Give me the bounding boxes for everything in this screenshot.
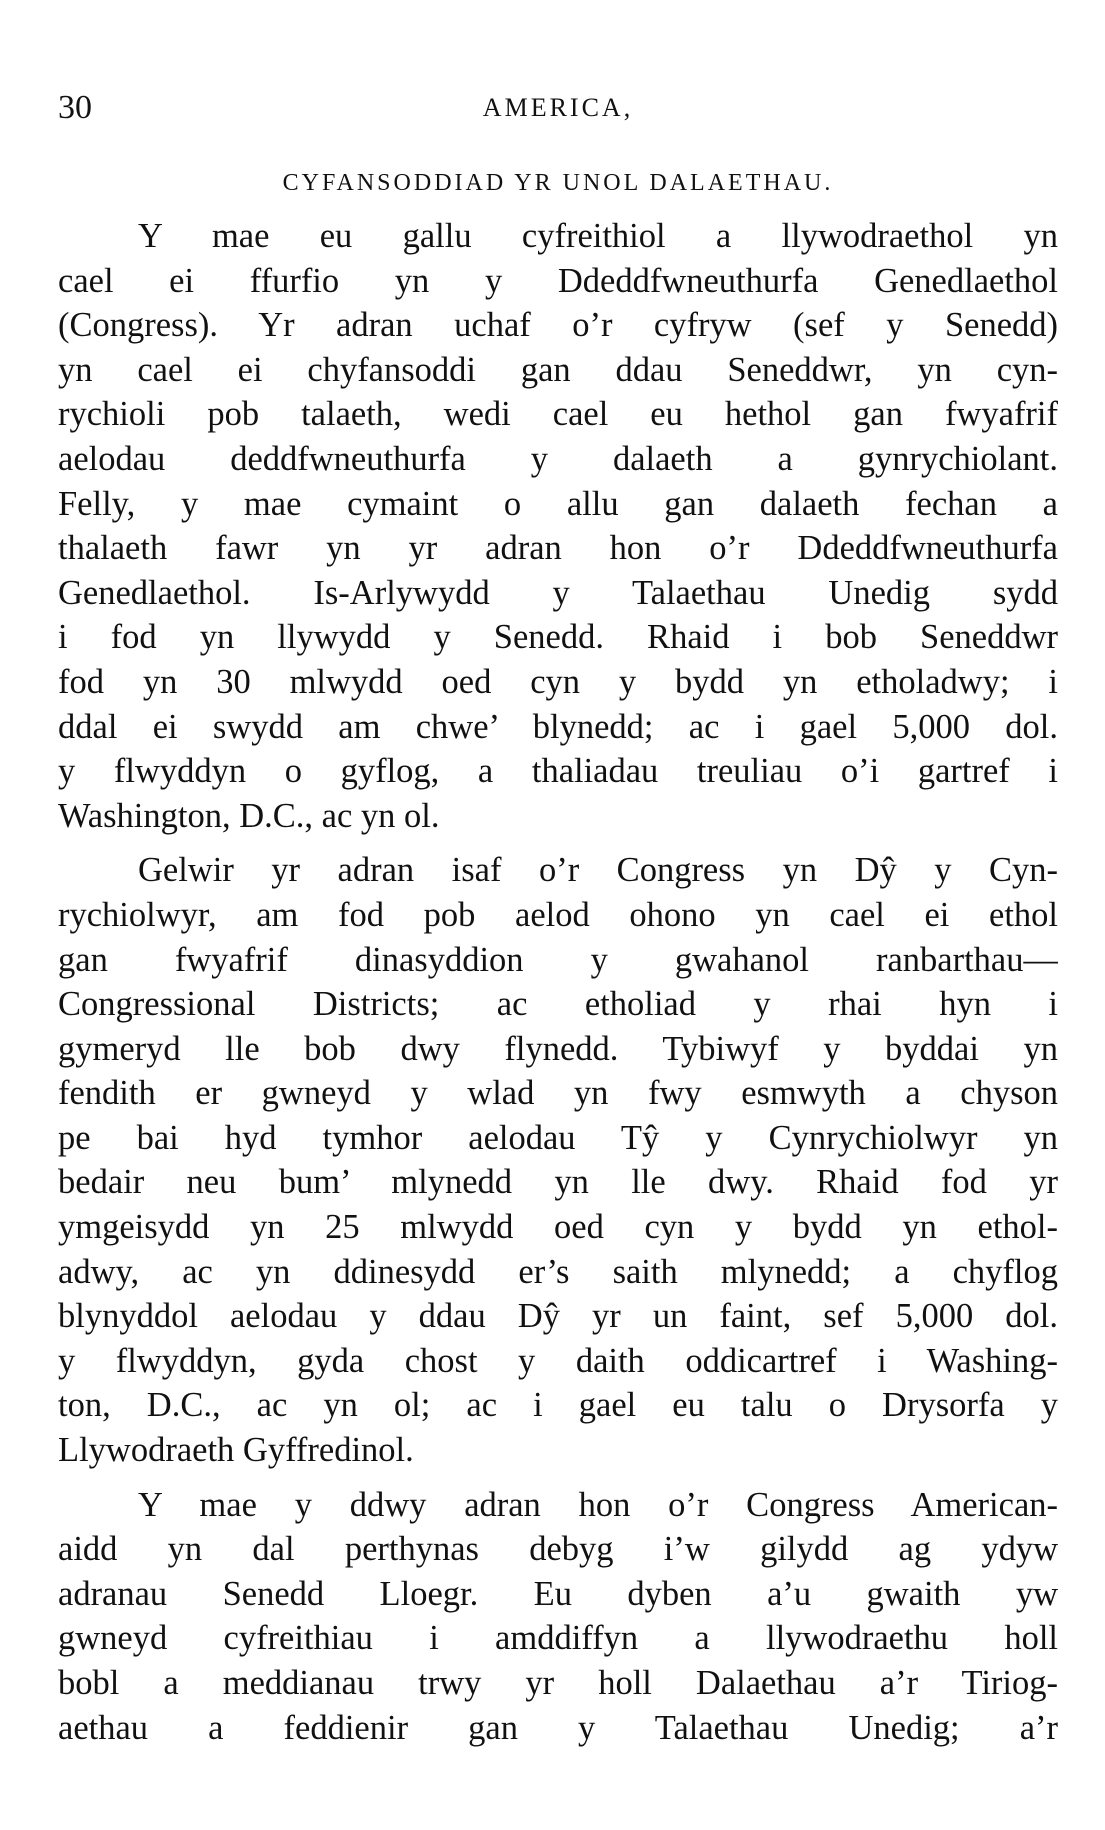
text-line: Y mae y ddwy adran hon o’r Congress American- <box>138 1485 1058 1524</box>
text-line: adranau Senedd Lloegr. Eu dyben a’u gwaith yw <box>58 1574 1058 1613</box>
text-line: pe bai hyd tymhor aelodau Tŷ y Cynrychiolwyr yn <box>58 1118 1058 1157</box>
text-line: fendith er gwneyd y wlad yn fwy esmwyth a chyson <box>58 1074 1058 1113</box>
text-line: gymeryd lle bob dwy flynedd. Tybiwyf y byddai yn <box>58 1029 1058 1068</box>
running-title: AMERICA, <box>482 93 634 122</box>
text-line: ddal ei swydd am chwe’ blynedd; ac i gael 5,000 dol. <box>58 707 1058 746</box>
running-head <box>58 88 1058 128</box>
text-line: Washington, D.C., ac yn ol. <box>58 796 440 835</box>
text-line: fod yn 30 mlwydd oed cyn y bydd yn etholadwy; i <box>58 662 1058 701</box>
text-line: gan fwyafrif dinasyddion y gwahanol ranbarthau— <box>58 940 1058 979</box>
text-line: bobl a meddianau trwy yr holl Dalaethau a’r Tiriog- <box>58 1664 1058 1702</box>
text-line: cael ei ffurfio yn y Ddeddfwneuthurfa Genedlaethol <box>58 261 1058 300</box>
text-line: blynyddol aelodau y ddau Dŷ yr un faint, sef 5,000 dol. <box>58 1297 1058 1336</box>
text-line: (Congress). Yr adran uchaf o’r cyfryw (sef y Senedd) <box>58 306 1058 345</box>
text-line: ymgeisydd yn 25 mlwydd oed cyn y bydd yn ethol- <box>58 1208 1058 1247</box>
text-line: yn cael ei chyfansoddi gan ddau Seneddwr, yn cyn- <box>58 350 1058 389</box>
text-line: aelodau deddfwneuthurfa y dalaeth a gynrychiolant. <box>58 439 1058 478</box>
book-page <box>58 0 1058 1830</box>
page-number: 30 <box>58 89 92 126</box>
text-line: rychiolwyr, am fod pob aelod ohono yn cael ei ethol <box>58 895 1058 934</box>
text-line: gwneyd cyfreithiau i amddiffyn a llywodraethu holl <box>58 1619 1058 1658</box>
text-line: Llywodraeth Gyffredinol. <box>58 1431 414 1470</box>
text-line: ton, D.C., ac yn ol; ac i gael eu talu o Drysorfa y <box>58 1386 1058 1425</box>
text-line: i fod yn llywydd y Senedd. Rhaid i bob Seneddwr <box>58 618 1058 657</box>
paragraph-3 <box>58 1483 1058 1751</box>
paragraph-1 <box>58 214 1058 838</box>
text-line: Y mae eu gallu cyfreithiol a llywodraethol yn <box>138 217 1058 255</box>
text-line: aethau a feddienir gan y Talaethau Unedig; a’r <box>58 1708 1058 1747</box>
text-line: rychioli pob talaeth, wedi cael eu hethol gan fwyafrif <box>58 395 1058 434</box>
text-line: Genedlaethol. Is-Arlywydd y Talaethau Unedig sydd <box>58 573 1058 612</box>
text-line: Felly, y mae cymaint o allu gan dalaeth fechan a <box>58 484 1058 523</box>
text-line: Gelwir yr adran isaf o’r Congress yn Dŷ y Cyn- <box>138 851 1058 890</box>
text-line: y flwyddyn, gyda chost y daith oddicartref i Washing- <box>58 1341 1058 1380</box>
text-line: bedair neu bum’ mlynedd yn lle dwy. Rhaid fod yr <box>58 1163 1058 1202</box>
text-line: thalaeth fawr yn yr adran hon o’r Ddeddfwneuthurfa <box>58 529 1058 568</box>
text-line: aidd yn dal perthynas debyg i’w gilydd ag ydyw <box>58 1530 1058 1569</box>
text-line: adwy, ac yn ddinesydd er’s saith mlynedd; a chyflog <box>58 1252 1058 1291</box>
paragraph-2 <box>58 848 1058 1472</box>
text-line: y flwyddyn o gyflog, a thaliadau treuliau o’i gartref i <box>58 752 1058 791</box>
body-text <box>58 214 1058 1760</box>
text-line: Congressional Districts; ac etholiad y rhai hyn i <box>58 985 1058 1024</box>
section-heading: CYFANSODDIAD YR UNOL DALAETHAU. <box>282 170 834 196</box>
